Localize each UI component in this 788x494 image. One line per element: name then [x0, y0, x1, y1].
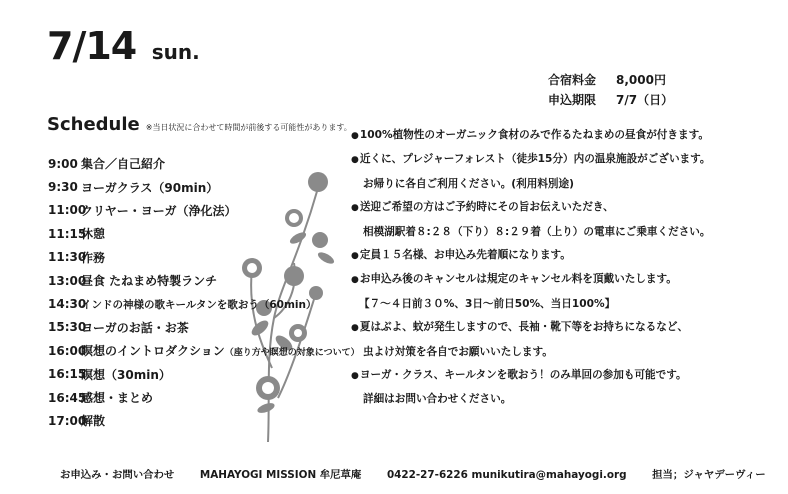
schedule-item [48, 363, 348, 386]
weekday: sun. [151, 40, 200, 64]
schedule-list [48, 152, 360, 433]
bullet-icon: ● [351, 275, 359, 286]
schedule-time: 11:15 [48, 226, 87, 241]
note-text: 100%植物性のオーガニック食材のみで作るたねまめの昼食が付きます。 [359, 129, 709, 141]
schedule-activity: インドの神様の歌キールタンを歌おう（60min） [81, 298, 317, 311]
note-line [351, 124, 709, 148]
schedule-item [48, 175, 348, 198]
schedule-activity: 作務 [81, 250, 106, 265]
note-text: 虫よけ対策を各自でお願いいたします。 [363, 345, 553, 358]
note-line [351, 221, 711, 244]
notes-list [351, 124, 711, 412]
note-line [351, 293, 696, 316]
bullet-icon: ● [351, 131, 359, 141]
schedule-time: 16:45 [48, 390, 87, 405]
note-line [351, 173, 696, 196]
schedule-item [48, 222, 348, 245]
schedule-activity-main: 瞑想のイントロダクション [81, 344, 225, 359]
schedule-activity: 解散 [81, 414, 106, 429]
note-text: お申込み後のキャンセルは規定のキャンセル料を頂戴いたします。 [359, 273, 677, 286]
schedule-time: 17:00 [48, 413, 87, 428]
schedule-activity: 集合／自己紹介 [81, 157, 166, 172]
schedule-time: 13:00 [48, 273, 87, 288]
schedule-item [48, 316, 348, 339]
schedule-item [48, 386, 348, 409]
note-text: 詳細はお問い合わせください。 [363, 393, 512, 406]
schedule-activity: ヨーガのお話・お茶 [81, 320, 189, 335]
staff-contact: 担当；ジャヤデーヴィー [652, 469, 766, 481]
note-text: 相模湖駅着８:２８（下り）８:２９着（上り）の電車にご乗車ください。 [363, 225, 711, 238]
note-line [351, 316, 696, 340]
event-date [47, 24, 200, 68]
schedule-time: 11:30 [48, 250, 87, 265]
note-line [351, 148, 711, 172]
note-text: 送迎ご希望の方はご予約時にその旨お伝えいただき、 [359, 201, 614, 214]
schedule-time: 14:30 [48, 297, 87, 312]
deadline-row [548, 90, 673, 110]
schedule-activity-sub: （座り方や瞑想の対象について） [224, 348, 360, 359]
bullet-icon: ● [351, 371, 359, 382]
schedule-activity: 休憩 [81, 227, 106, 242]
schedule-activity: クリヤー・ヨーガ（浄化法） [81, 203, 237, 218]
note-line [351, 244, 696, 268]
schedule-item [48, 339, 360, 362]
schedule-activity: 瞑想（30min） [81, 367, 171, 382]
schedule-time: 11:00 [48, 203, 87, 218]
schedule-activity [81, 342, 360, 359]
note-text: 【７～４日前３０%、3日～前日50%、当日100%】 [359, 297, 616, 310]
bullet-icon: ● [351, 323, 359, 334]
bullet-icon: ● [351, 155, 359, 166]
note-text: 夏はぶよ、蚊が発生しますので、長袖・靴下等をお持ちになるなど、 [359, 321, 689, 334]
schedule-time: 15:30 [48, 320, 87, 335]
deadline-value: 7/7（日） [616, 93, 674, 107]
deadline-label: 申込期限 [548, 93, 597, 107]
note-text: 定員１５名様、お申込み先着順になります。 [359, 249, 571, 262]
note-text: お帰りに各自ご利用ください。(利用料別途) [363, 177, 574, 190]
organization-name: MAHAYOGI MISSION 牟尼草庵 [199, 469, 362, 481]
note-line [351, 364, 696, 388]
date-number: 7/14 [47, 24, 137, 68]
schedule-activity: 昼食 たねまめ特製ランチ [81, 274, 218, 289]
schedule-item [48, 246, 348, 269]
note-line [351, 341, 696, 364]
schedule-time: 9:00 [48, 156, 78, 171]
fee-info [548, 70, 673, 110]
note-text: ヨーガ・クラス、キールタンを歌おう！のみ単回の参加も可能です。 [359, 369, 687, 382]
schedule-time: 16:15 [48, 367, 87, 382]
schedule-activity: 感想・まとめ [81, 391, 154, 406]
schedule-item [48, 199, 348, 222]
schedule-time: 16:00 [48, 343, 87, 358]
bullet-icon: ● [351, 251, 359, 262]
contact-label: お申込み・お問い合わせ [60, 469, 175, 481]
note-line [351, 268, 696, 292]
schedule-item [48, 409, 348, 432]
schedule-header [47, 114, 352, 135]
fee-value: 8,000円 [616, 73, 666, 87]
schedule-note: ※当日状況に合わせて時間が前後する可能性があります。 [145, 123, 352, 132]
schedule-item [48, 152, 348, 175]
schedule-time: 9:30 [48, 180, 78, 195]
note-line [351, 196, 696, 220]
footer-contact [60, 466, 788, 481]
note-line [351, 388, 696, 411]
fee-label: 合宿料金 [548, 73, 597, 87]
note-text: 近くに、プレジャーフォレスト（徒歩15分）内の温泉施設がございます。 [359, 153, 711, 166]
phone-email[interactable]: 0422-27-6226 munikutira@mahayogi.org [386, 469, 627, 481]
fee-row [548, 70, 673, 90]
schedule-activity: ヨーガクラス（90min） [81, 180, 219, 195]
bullet-icon: ● [351, 203, 359, 214]
schedule-title: Schedule [47, 114, 140, 135]
schedule-item [48, 292, 348, 315]
schedule-item [48, 269, 348, 292]
